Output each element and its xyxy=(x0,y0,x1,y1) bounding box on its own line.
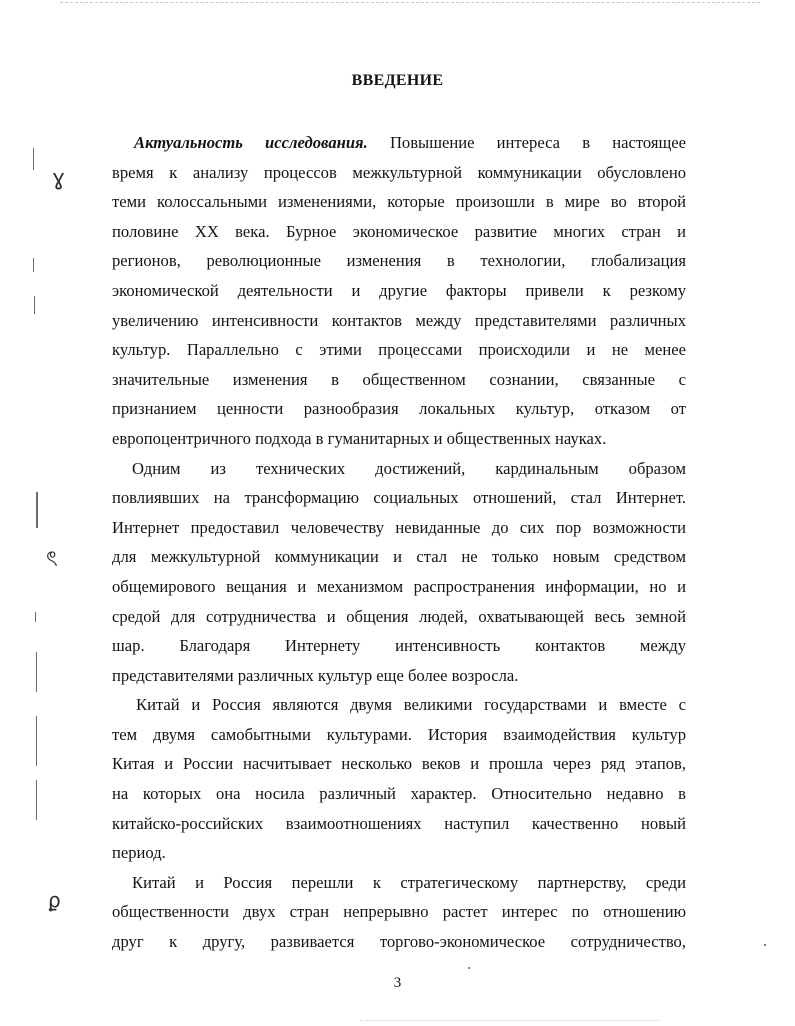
text-line: Китая и России насчитывает несколько веков и прошла через ряд этапов, xyxy=(112,754,686,774)
text-line: культур. Параллельно с этими процессами происходили и не менее xyxy=(112,340,686,360)
margin-mark xyxy=(34,296,35,314)
margin-mark xyxy=(36,652,37,692)
scan-edge-top xyxy=(60,2,760,3)
margin-mark xyxy=(33,258,34,272)
text-line: на которых она носила различный характер. Относительно недавно в xyxy=(112,784,686,804)
text-line: увеличению интенсивности контактов между представителями различных xyxy=(112,310,686,330)
paragraph xyxy=(112,690,686,868)
margin-handwriting-mark: ৎ xyxy=(46,547,58,572)
body-text xyxy=(112,128,686,957)
margin-mark xyxy=(33,148,34,170)
lead-phrase: Актуальность исследования. xyxy=(134,133,368,152)
text-line: регионов, революционные изменения в технологии, глобализация xyxy=(112,251,686,271)
text-line: общественности двух стран непрерывно растет интерес по отношению xyxy=(112,902,686,922)
margin-handwriting-mark: ɣ xyxy=(52,166,66,191)
margin-mark xyxy=(36,780,37,820)
paragraph xyxy=(112,868,686,957)
margin-handwriting-mark: ϼ xyxy=(48,888,61,912)
page-number: 3 xyxy=(393,975,402,991)
text-line: Интернет предоставил человечеству невиданные до сих пор возможности xyxy=(112,517,686,537)
scan-speck xyxy=(764,944,766,946)
text-line: Китай и Россия перешли к стратегическому партнерству, среди xyxy=(132,872,686,892)
text-line: признанием ценности разнообразия локальных культур, отказом от xyxy=(112,399,686,419)
text-line: половине XX века. Бурное экономическое развитие многих стран и xyxy=(112,221,686,241)
text-line: период. xyxy=(112,843,166,863)
text-line: друг к другу, развивается торгово-экономическое сотрудничество, xyxy=(112,932,686,952)
paragraph xyxy=(112,128,686,454)
text-line: средой для сотрудничества и общения людей, охватывающей весь земной xyxy=(112,606,686,626)
text-line: тем двумя самобытными культурами. История взаимодействия культур xyxy=(112,724,686,744)
margin-mark xyxy=(35,612,36,622)
text-line: общемирового вещания и механизмом распространения информации, но и xyxy=(112,576,686,596)
page-title: ВВЕДЕНИЕ xyxy=(351,72,444,89)
margin-mark xyxy=(36,492,38,528)
text-line: экономической деятельности и другие факторы привели к резкому xyxy=(112,280,686,300)
text-line: Одним из технических достижений, кардинальным образом xyxy=(132,458,686,478)
scan-speck xyxy=(468,967,470,969)
text-line: Актуальность исследования. Повышение интереса в настоящее xyxy=(134,133,686,152)
text-line: представителями различных культур еще более возросла. xyxy=(112,665,519,685)
text-line: повлиявших на трансформацию социальных отношений, стал Интернет. xyxy=(112,488,686,508)
paragraph xyxy=(112,454,686,691)
text-line: шар. Благодаря Интернету интенсивность контактов между xyxy=(112,636,686,656)
text-line: значительные изменения в общественном сознании, связанные с xyxy=(112,369,686,389)
text-line: европоцентричного подхода в гуманитарных и общественных науках. xyxy=(112,428,607,448)
text-line: Китай и Россия являются двумя великими государствами и вместе с xyxy=(136,695,686,715)
text-line: теми колоссальными изменениями, которые произошли в мире во второй xyxy=(112,192,686,212)
scan-edge-bottom xyxy=(360,1020,660,1021)
text-line: китайско-российских взаимоотношениях наступил качественно новый xyxy=(112,813,686,833)
text-line: для межкультурной коммуникации и стал не только новым средством xyxy=(112,547,686,567)
text-line: время к анализу процессов межкультурной коммуникации обусловлено xyxy=(112,162,686,182)
margin-mark xyxy=(36,716,37,766)
